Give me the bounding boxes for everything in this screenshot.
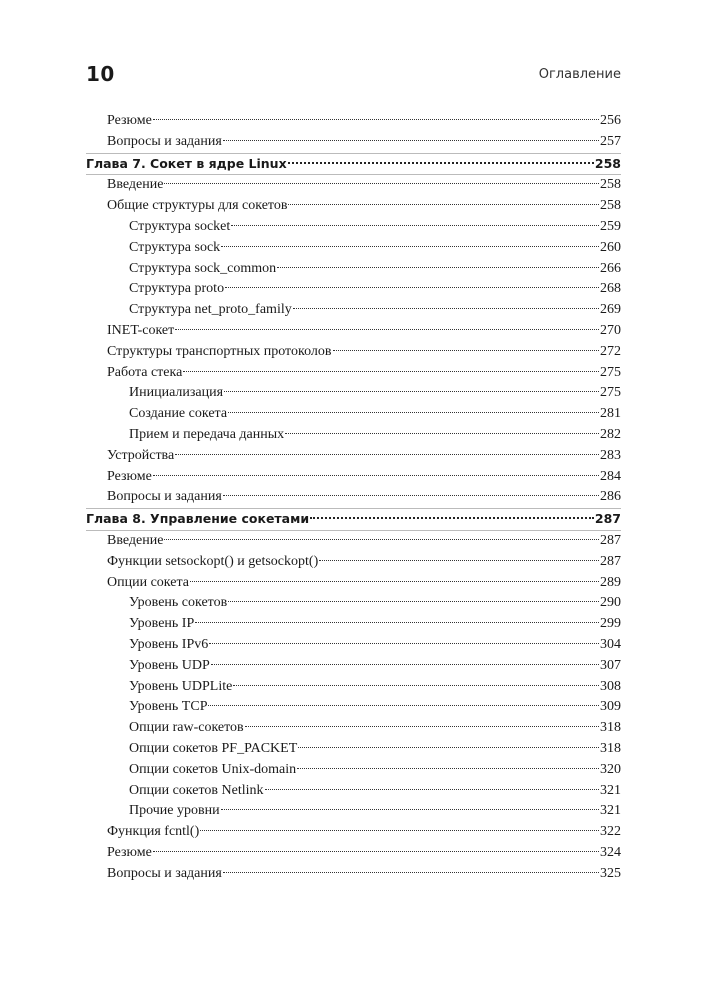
toc-entry-title: Прочие уровни — [129, 803, 220, 819]
dot-leader — [211, 664, 599, 665]
dot-leader — [223, 495, 599, 496]
toc-entry-page: 256 — [600, 113, 621, 128]
toc-entry-title: Уровень IPv6 — [129, 636, 209, 652]
toc-entry-row — [86, 656, 621, 677]
dot-leader — [209, 643, 599, 644]
toc-entry-page: 325 — [600, 865, 621, 881]
toc-entry-page: 272 — [600, 343, 621, 359]
dot-leader — [245, 726, 599, 727]
toc-entry-page: 258 — [600, 198, 621, 214]
toc-entry-row — [86, 843, 621, 864]
toc-entry-page: 309 — [600, 699, 621, 715]
toc-entry-title: Устройства — [107, 447, 175, 463]
dot-leader — [208, 705, 599, 706]
toc-entry-page: 282 — [600, 426, 621, 442]
toc-entry-row — [86, 467, 621, 488]
toc-entry-page: 318 — [600, 720, 621, 736]
toc-entry-page: 308 — [600, 678, 621, 694]
page-header — [86, 62, 621, 90]
toc-entry-row — [86, 383, 621, 404]
toc-entry-row — [86, 552, 621, 573]
toc-entry-page: 322 — [600, 824, 621, 840]
toc-entry-title: Резюме — [107, 113, 152, 128]
toc-entry-title: Введение — [107, 177, 164, 193]
dot-leader — [195, 622, 599, 623]
toc-entry-title: Инициализация — [129, 385, 224, 401]
toc-entry-page: 281 — [600, 406, 621, 422]
toc-entry-title: Прием и передача данных — [129, 426, 285, 442]
toc-entry-row — [86, 279, 621, 300]
toc-entry-title: Резюме — [107, 468, 152, 484]
dot-leader — [221, 246, 599, 247]
toc-entry-page: 321 — [600, 803, 621, 819]
dot-leader — [298, 747, 599, 748]
toc-entry-row — [86, 217, 621, 238]
toc-entry-page: 287 — [600, 553, 621, 569]
dot-leader — [333, 350, 600, 351]
toc-entry-title: Опции сокета — [107, 574, 189, 590]
toc-entry-title: INET-сокет — [107, 322, 175, 338]
toc-entry-row — [86, 781, 621, 802]
toc-entry-row — [86, 238, 621, 259]
toc-entry-page: 289 — [600, 574, 621, 590]
dot-leader — [319, 560, 599, 561]
toc-entry-title: Уровень UDP — [129, 657, 210, 673]
toc-entry-row — [86, 196, 621, 217]
toc-entry-row — [86, 635, 621, 656]
toc-entry-page: 266 — [600, 260, 621, 276]
toc-chapter-row — [86, 509, 621, 530]
toc-entry-page: 321 — [600, 782, 621, 798]
toc-entry-row — [86, 425, 621, 446]
toc-entry-title: Структура sock — [129, 239, 221, 255]
toc-entry-title: Опции сокетов Netlink — [129, 782, 264, 798]
toc-entry-page: 320 — [600, 761, 621, 777]
toc-entry-title: Уровень TCP — [129, 699, 208, 715]
toc-entry-row — [86, 822, 621, 843]
toc-entry-title: Опции raw-сокетов — [129, 720, 244, 736]
toc-entry-title: Общие структуры для сокетов — [107, 198, 288, 214]
toc-entry-row — [86, 404, 621, 425]
toc-entry-title: Структура socket — [129, 218, 231, 234]
toc-entry-title: Уровень IP — [129, 616, 195, 632]
toc-entry-row — [86, 259, 621, 280]
toc-entry-row — [86, 175, 621, 196]
toc-entry-page: 287 — [594, 511, 621, 527]
toc-entry-page: 260 — [600, 239, 621, 255]
dot-leader — [190, 581, 599, 582]
toc-entry-title: Вопросы и задания — [107, 133, 222, 149]
page-number: 10 — [86, 62, 115, 86]
dot-leader — [183, 371, 599, 372]
toc-entry-page: 258 — [600, 177, 621, 193]
toc-entry-row — [86, 111, 621, 132]
toc-entry-row — [86, 132, 621, 153]
toc-entry-title: Вопросы и задания — [107, 865, 222, 881]
dot-leader — [310, 517, 594, 519]
toc-entry-row — [86, 739, 621, 760]
dot-leader — [288, 162, 594, 164]
toc-entry-page: 259 — [600, 218, 621, 234]
toc-entry-title: Вопросы и задания — [107, 489, 222, 505]
toc-entry-title: Глава 7. Сокет в ядре Linux — [86, 155, 287, 171]
toc-entry-title: Структура proto — [129, 281, 225, 297]
toc-entry-row — [86, 300, 621, 321]
toc-entry-row — [86, 593, 621, 614]
toc-entry-page: 299 — [600, 616, 621, 632]
running-head: Оглавление — [538, 67, 621, 82]
toc-entry-title: Структуры транспортных протоколов — [107, 343, 332, 359]
toc-entry-row — [86, 801, 621, 822]
toc-entry-page: 257 — [600, 133, 621, 149]
toc-entry-title: Резюме — [107, 844, 152, 860]
toc-entry-row — [86, 614, 621, 635]
toc-entry-row — [86, 363, 621, 384]
toc-entry-page: 275 — [600, 364, 621, 380]
toc-entry-page: 275 — [600, 385, 621, 401]
toc-entry-title: Структура net_proto_family — [129, 302, 292, 318]
toc-entry-page: 307 — [600, 657, 621, 673]
toc-entry-title: Функция fcntl() — [107, 824, 200, 840]
toc-entry-title: Уровень UDPLite — [129, 678, 233, 694]
toc-entry-row — [86, 760, 621, 781]
dot-leader — [153, 119, 599, 120]
toc-entry-page: 318 — [600, 740, 621, 756]
dot-leader — [175, 454, 599, 455]
dot-leader — [288, 204, 599, 205]
dot-leader — [175, 329, 599, 330]
dot-leader — [265, 789, 600, 790]
toc-entry-title: Введение — [107, 532, 164, 548]
toc-entry-page: 324 — [600, 844, 621, 860]
toc-entry-title: Уровень сокетов — [129, 595, 228, 611]
toc-entry-row — [86, 718, 621, 739]
toc-entry-row — [86, 342, 621, 363]
toc-entry-title: Структура sock_common — [129, 260, 277, 276]
toc-entry-page: 284 — [600, 468, 621, 484]
toc-entry-row — [86, 573, 621, 594]
toc-entry-page: 270 — [600, 322, 621, 338]
dot-leader — [297, 768, 599, 769]
dot-leader — [285, 433, 599, 434]
toc-entry-title: Глава 8. Управление сокетами — [86, 511, 310, 527]
dot-leader — [164, 183, 599, 184]
toc-entry-title: Функции setsockopt() и getsockopt() — [107, 553, 319, 569]
toc-entry-title: Опции сокетов PF_PACKET — [129, 740, 298, 756]
toc-entry-row — [86, 321, 621, 342]
toc-entry-page: 290 — [600, 595, 621, 611]
dot-leader — [293, 308, 599, 309]
dot-leader — [231, 225, 599, 226]
toc-entry-row — [86, 531, 621, 552]
toc-entry-page: 269 — [600, 302, 621, 318]
toc-entry-page: 258 — [594, 155, 621, 171]
dot-leader — [228, 601, 599, 602]
dot-leader — [221, 809, 599, 810]
toc-entry-page: 287 — [600, 532, 621, 548]
dot-leader — [277, 267, 599, 268]
dot-leader — [233, 685, 599, 686]
dot-leader — [223, 140, 599, 141]
dot-leader — [224, 391, 599, 392]
toc-entry-title: Работа стека — [107, 364, 183, 380]
toc-entry-page: 268 — [600, 281, 621, 297]
toc-entry-row — [86, 864, 621, 885]
toc-entry-page: 286 — [600, 489, 621, 505]
dot-leader — [228, 412, 599, 413]
dot-leader — [200, 830, 599, 831]
toc-entry-row — [86, 697, 621, 718]
toc-entry-page: 283 — [600, 447, 621, 463]
toc-entry-page: 304 — [600, 636, 621, 652]
dot-leader — [153, 851, 599, 852]
dot-leader — [153, 475, 599, 476]
dot-leader — [164, 539, 599, 540]
dot-leader — [223, 872, 599, 873]
toc-entry-row — [86, 487, 621, 508]
toc-entry-row — [86, 677, 621, 698]
toc-entry-title: Создание сокета — [129, 406, 228, 422]
dot-leader — [225, 287, 599, 288]
toc-entry-title: Опции сокетов Unix-domain — [129, 761, 297, 777]
toc-chapter-row — [86, 154, 621, 175]
toc-entry-row — [86, 446, 621, 467]
table-of-contents — [86, 111, 621, 884]
